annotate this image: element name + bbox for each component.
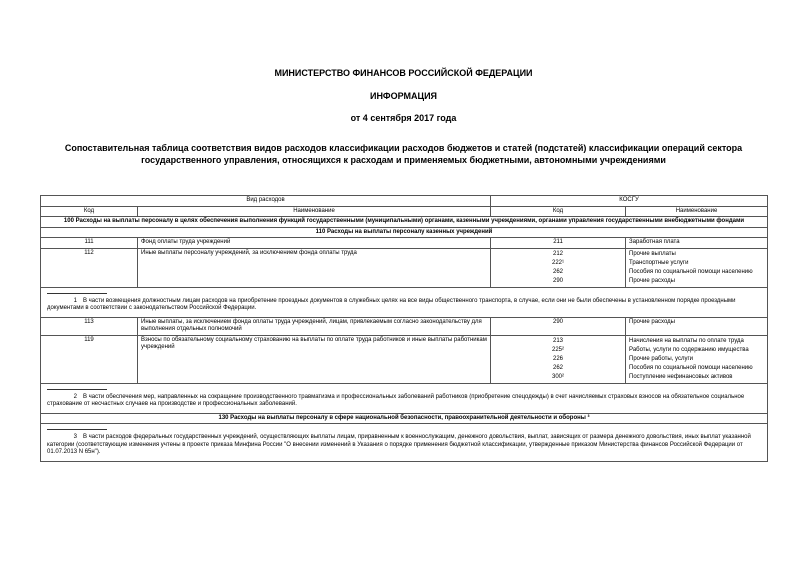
footnote-number: 2 [73,393,77,400]
kosgu-code-list [491,248,626,287]
group-header-expense-type: Вид расходов [41,196,491,207]
kosgu-name-list [626,248,768,287]
footnote-1 [41,287,768,317]
col-header-kosgu-name: Наименование [626,206,768,217]
row-code: 119 [41,335,138,383]
classification-table [40,195,768,462]
table-row-113 [41,317,768,335]
kosgu-name: Поступление нефинансовых активов [629,373,733,380]
section-130: 130 Расходы на выплаты персоналу в сфере национальной безопасности, правоохранительной деятельности и обороны ³ [41,413,768,424]
col-header-kosgu-code: Код [491,206,626,217]
table-column-header [41,206,768,217]
footnote-text: В части расходов федеральных государственных учреждений, осуществляющих выплаты лицам, приравненным к военнослужащим, денежного довольствия, выплат, зависящих от размера денежного довольствия, иных выплат указанной категории (соответствующие изменения учтены в проекте приказа Минфина России "О внесении изменений в Указания о порядке применения бюджетной классификации, утвержденные приказом Министерства финансов Российской Федерации от 01.07.2013 N 65н"). [47,434,751,455]
footnote-3 [41,424,768,462]
table-row-112 [41,248,768,287]
kosgu-code: 225² [552,346,565,353]
document-title: Сопоставительная таблица соответствия видов расходов классификации расходов бюджетов и статей (подстатей) классификации операций сектора государственного управления, относящихся к расходам и применяемых бюджетными, автономными учреждениями [64,143,743,165]
kosgu-code-list [491,335,626,383]
row-code: 112 [41,248,138,287]
kosgu-code: 222¹ [552,259,565,266]
footnote-row-2 [41,383,768,413]
table-group-header [41,196,768,207]
row-name: Иные выплаты, за исключением фонда оплаты труда учреждений, лицам, привлекаемым согласно законодательству для выполнения отдельных полномочий [138,317,491,335]
footnote-text: В части обеспечения мер, направленных на сокращение производственного травматизма и профессиональных заболеваний работников (приобретение спецодежды) в счет начисляемых страховых взносов на обязательное социальное страхование от несчастных случаев на производстве и профессиональных заболеваний. [47,393,745,407]
footnote-row-3 [41,424,768,462]
kosgu-code: 300² [552,373,565,380]
kosgu-name: Прочие расходы [629,277,675,284]
kosgu-name: Пособия по социальной помощи населению [629,364,753,371]
table-row [41,413,768,424]
col-header-name: Наименование [138,206,491,217]
row-code: 111 [41,238,138,249]
group-header-kosgu: КОСГУ [491,196,768,207]
kosgu-name: Прочие расходы [626,317,768,335]
footnote-divider [47,389,107,390]
kosgu-name: Прочие выплаты [629,250,676,257]
section-100: 100 Расходы на выплаты персоналу в целях обеспечения выполнения функций государственными (муниципальными) органами, казенными учреждениями, органами управления государственными внебюджетными фондами [41,217,768,228]
footnote-divider [47,293,107,294]
kosgu-code: 212 [553,250,564,257]
footnote-2 [41,383,768,413]
table-row-111 [41,238,768,249]
row-name: Иные выплаты персоналу учреждений, за исключением фонда оплаты труда [138,248,491,287]
document-date: от 4 сентября 2017 года [350,113,457,123]
footnote-number: 1 [73,297,77,304]
table-row [41,227,768,238]
row-code: 113 [41,317,138,335]
kosgu-name: Транспортные услуги [629,259,689,266]
kosgu-code: 213 [553,337,564,344]
kosgu-code: 262 [553,268,564,275]
document-type: ИНФОРМАЦИЯ [369,91,438,101]
kosgu-name-list [626,335,768,383]
table-row [41,217,768,228]
kosgu-code: 290 [553,277,564,284]
footnote-number: 3 [73,434,77,440]
ministry-heading: МИНИСТЕРСТВО ФИНАНСОВ РОССИЙСКОЙ ФЕДЕРАЦИИ [274,68,533,78]
footnote-divider [47,429,107,430]
kosgu-code: 262 [553,364,564,371]
col-header-code: Код [41,206,138,217]
kosgu-name: Прочие работы, услуги [629,355,694,362]
kosgu-name: Пособия по социальной помощи населению [629,268,753,275]
table-row-119 [41,335,768,383]
kosgu-code: 211 [491,238,626,249]
kosgu-code: 290 [491,317,626,335]
footnote-text: В части возмещения должностным лицам расходов на приобретение проездных документов в служебных целях на все виды общественного транспорта, в случае, если они не были обеспечены в установленном порядке проездными документами в соответствии с законодательством Российской Федерации. [47,297,736,311]
kosgu-name: Работы, услуги по содержанию имущества [629,346,749,353]
kosgu-name: Заработная плата [626,238,768,249]
section-110: 110 Расходы на выплаты персоналу казенных учреждений [41,227,768,238]
row-name: Фонд оплаты труда учреждений [138,238,491,249]
row-name: Взносы по обязательному социальному страхованию на выплаты по оплате труда работников и иные выплаты работникам учреждений [138,335,491,383]
kosgu-name: Начисления на выплаты по оплате труда [629,337,744,344]
footnote-row-1 [41,287,768,317]
kosgu-code: 226 [553,355,564,362]
